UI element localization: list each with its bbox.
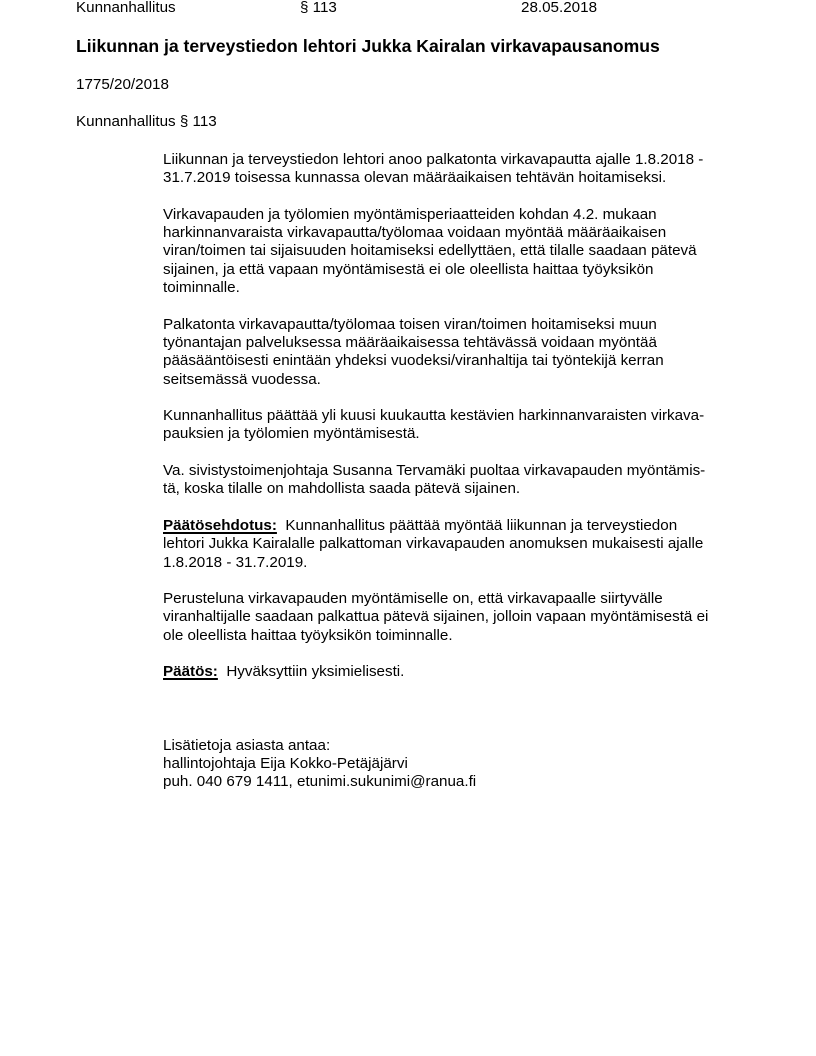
decision-paragraph [163, 517, 708, 572]
text-line [163, 224, 708, 242]
document-title: Liikunnan ja terveystiedon lehtori Jukka Kairalan virkavapausanomus [76, 36, 660, 56]
decision-paragraph [163, 663, 708, 681]
paragraph [163, 206, 708, 297]
contact-line: hallintojohtaja Eija Kokko-Petäjäjärvi [163, 754, 408, 772]
header-date: 28.05.2018 [521, 0, 598, 16]
text-line [163, 206, 708, 224]
line-text: Virkavapauden ja työlomien myöntämisperiaatteiden kohdan 4.2. mukaan [163, 205, 657, 223]
text-line [163, 261, 708, 279]
text-line [163, 407, 708, 425]
line-text: pääsääntöisesti enintään yhdeksi vuodeksi/viranhaltija tai työntekijä kerran [163, 352, 664, 370]
contact-info [163, 737, 708, 792]
line-text: sijainen, ja että vapaan myöntämisestä ei ole oleellista haittaa työyksikön [163, 260, 654, 278]
header-body: Kunnanhallitus [76, 0, 176, 16]
text-line [163, 425, 708, 443]
line-text: työnantajan palveluksessa määräaikaisessa tehtävässä voidaan myöntää [163, 333, 657, 351]
line-text: seitsemässä vuodessa. [163, 370, 321, 388]
text-line [163, 151, 708, 169]
text-line [163, 590, 708, 608]
line-text: Liikunnan ja terveystiedon lehtori anoo palkatonta virkavapautta ajalle 1.8.2018 - [163, 151, 704, 168]
line-text: Va. sivistystoimenjohtaja Susanna Tervamäki puoltaa virkavapauden myöntämis- [163, 462, 706, 480]
line-text: viran/toimen tai sijaisuuden hoitamiseksi edellyttäen, että tilalle saadaan pätevä [163, 242, 697, 260]
paragraph-label: Päätös: [163, 663, 218, 681]
text-line [163, 352, 708, 370]
line-text: harkinnanvaraista virkavapautta/työlomaa voidaan myöntää määräaikaisen [163, 224, 667, 242]
line-text: 1.8.2018 - 31.7.2019. [163, 553, 308, 571]
text-line [163, 169, 708, 187]
line-text: Perusteluna virkavapauden myöntämiselle on, että virkavapaalle siirtyvälle [163, 590, 663, 608]
line-text: tä, koska tilalle on mahdollista saada pätevä sijainen. [163, 480, 521, 498]
line-text: lehtori Jukka Kairalalle palkattoman virkavapauden anomuksen mukaisesti ajalle [163, 535, 704, 553]
text-line [163, 517, 708, 535]
line-text: Kunnanhallitus päättää myöntää liikunnan ja terveystiedon [285, 516, 678, 534]
paragraph-label: Päätösehdotus: [163, 516, 277, 534]
text-line [163, 608, 708, 626]
text-line [163, 242, 708, 260]
section-reference: Kunnanhallitus § 113 [76, 113, 217, 130]
text-line [163, 535, 708, 553]
line-text: viranhaltijalle saadaan palkattua pätevä sijainen, jolloin vapaan myöntämisestä ei [163, 608, 709, 626]
text-line [163, 663, 708, 681]
contact-line: puh. 040 679 1411, etunimi.sukunimi@ranua.fi [163, 773, 477, 791]
text-line [163, 462, 708, 480]
line-text: Kunnanhallitus päättää yli kuusi kuukautta kestävien harkinnanvaraisten virkava- [163, 407, 705, 425]
text-line [163, 627, 708, 645]
header-section: § 113 [300, 0, 337, 16]
paragraph [163, 590, 708, 645]
text-line [163, 371, 708, 389]
text-line [163, 279, 708, 297]
line-text: 31.7.2019 toisessa kunnassa olevan määräaikaisen tehtävän hoitamiseksi. [163, 169, 667, 187]
line-text: Palkatonta virkavapautta/työlomaa toisen viran/toimen hoitamiseksi muun [163, 315, 657, 333]
line-text: toiminnalle. [163, 279, 240, 297]
line-text: pauksien ja työlomien myöntämisestä. [163, 425, 420, 443]
line-text: Hyväksyttiin yksimielisesti. [226, 663, 405, 681]
record-number: 1775/20/2018 [76, 76, 169, 93]
text-line [163, 480, 708, 498]
paragraph [163, 316, 708, 389]
text-line [163, 554, 708, 572]
text-line [163, 316, 708, 334]
document-body [163, 151, 708, 791]
paragraph [163, 462, 708, 499]
contact-line: Lisätietoja asiasta antaa: [163, 736, 331, 754]
line-text: ole oleellista haittaa työyksikön toiminnalle. [163, 626, 453, 644]
text-line [163, 334, 708, 352]
paragraph [163, 151, 708, 188]
paragraph [163, 407, 708, 444]
